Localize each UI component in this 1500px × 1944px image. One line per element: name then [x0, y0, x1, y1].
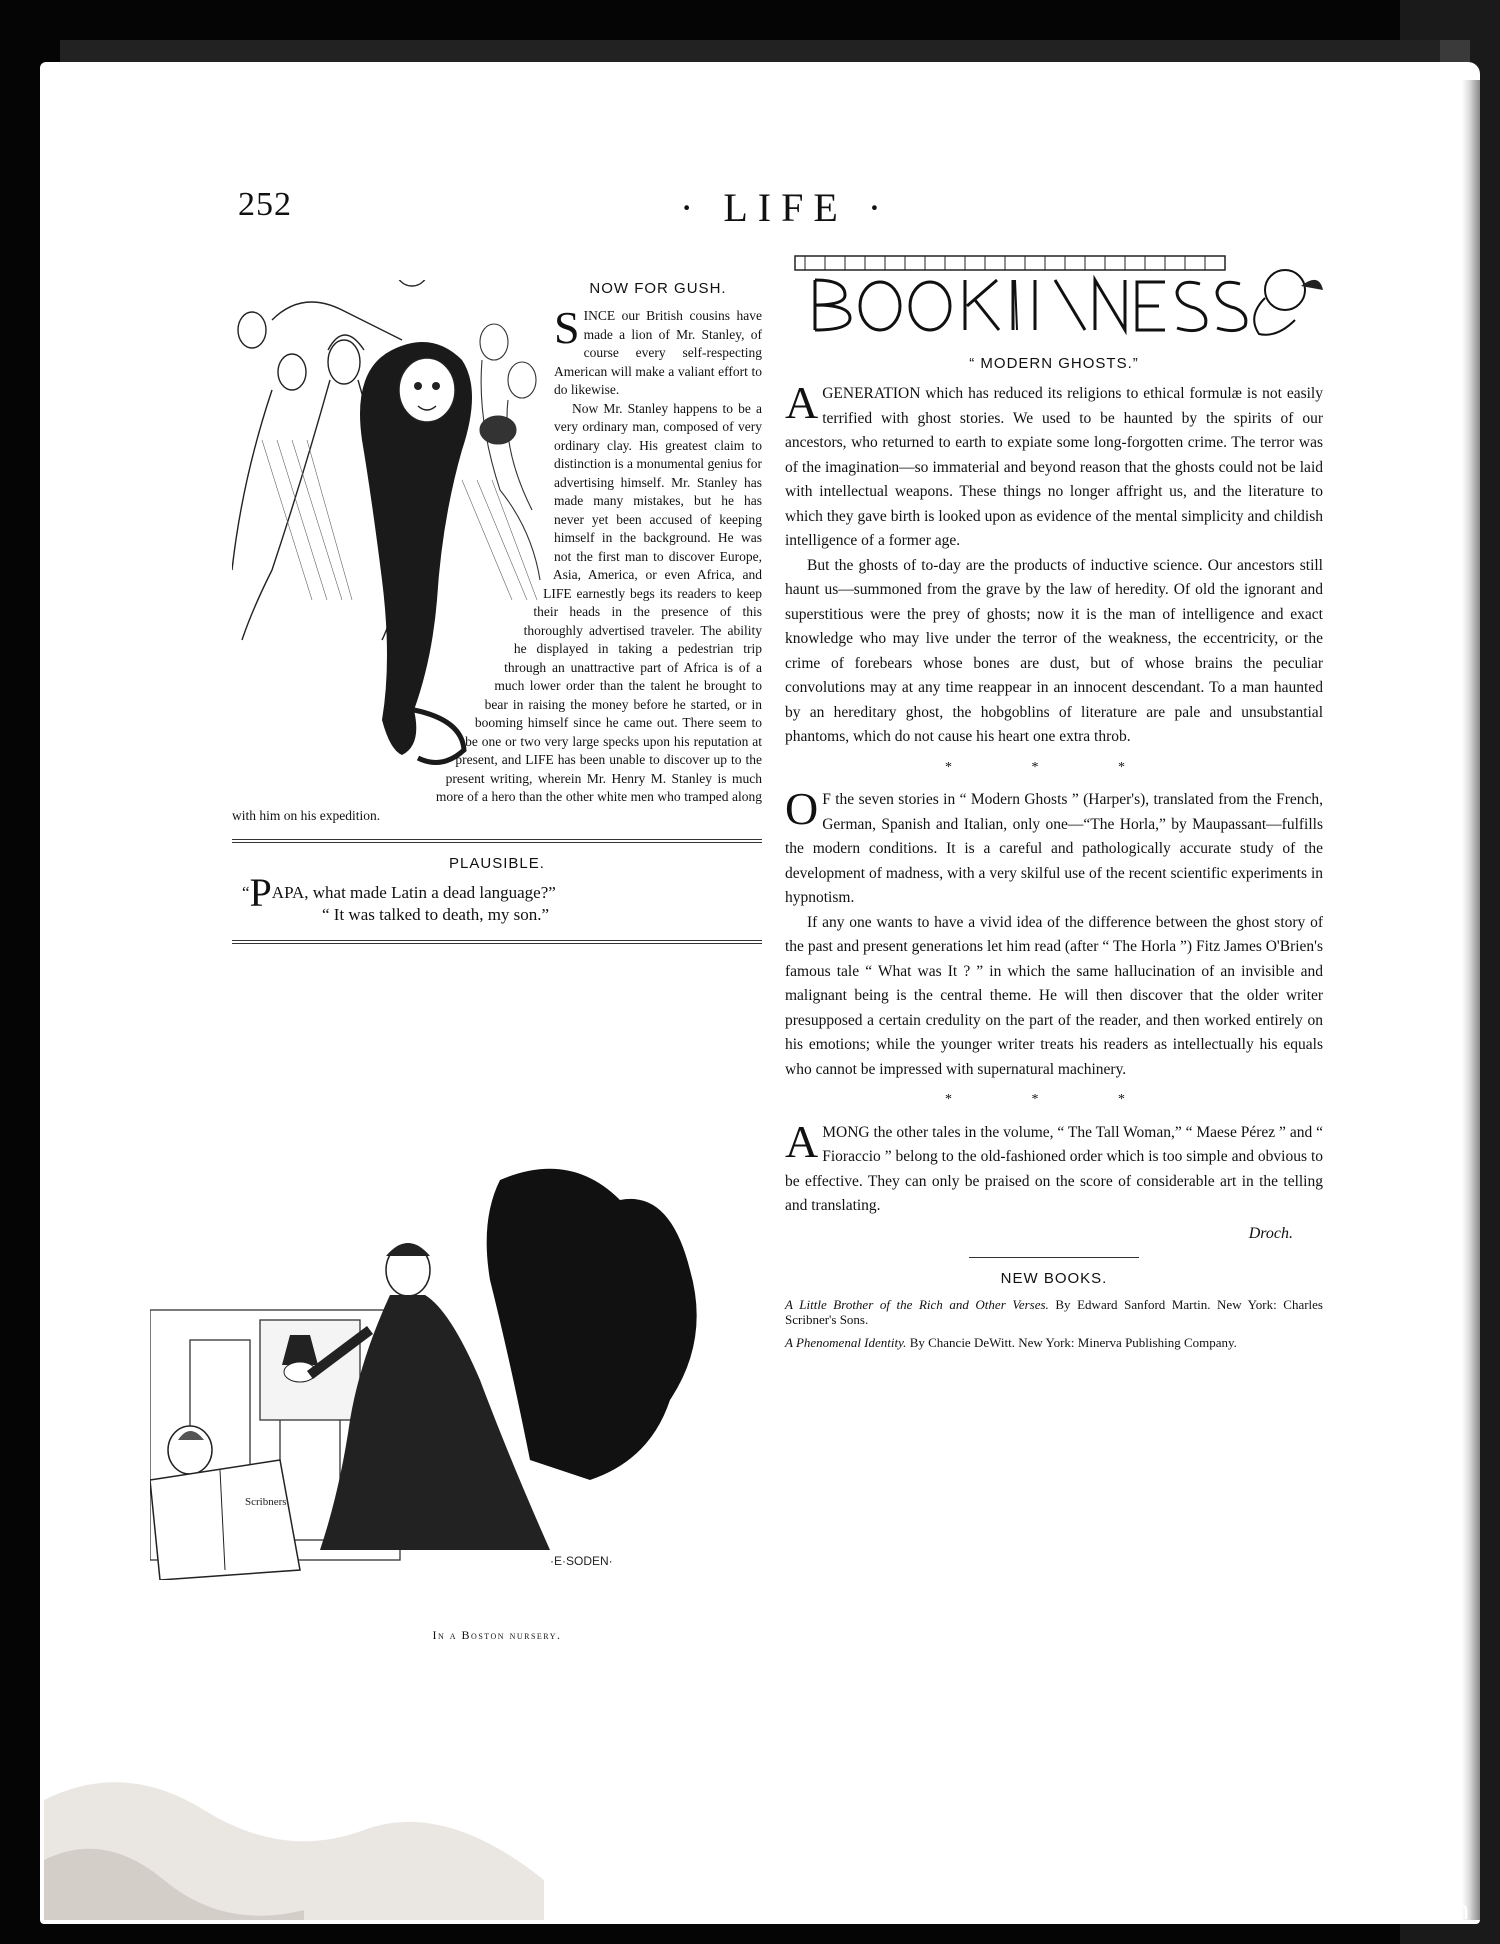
page-stain	[44, 1740, 1044, 1920]
short-divider	[969, 1257, 1139, 1258]
dropcap-a: A	[785, 377, 819, 428]
review-para-3-text: F the seven stories in “ Modern Ghosts ” (Harper's), translated from the French, German, Spanish and Italian, only one—“The Horla,” by Maupassant—fulfills the modern conditions. It is a careful and pathologically accurate study of the development of madness, with a very skilful use of the recent scientific experiments in hypnotism.	[785, 791, 1323, 906]
new-book-details: By Edward Sanford Martin. New York: Charles Scribner's Sons.	[785, 1296, 1323, 1327]
plausible-dropcap: P	[249, 870, 272, 915]
masthead-title: · LIFE ·	[680, 185, 892, 230]
review-para-4: If any one wants to have a vivid idea of the difference between the ghost story of the past and present generations let him read (after “ The Horla ”) Fitz James O'Brien's famous tale “ What was It ? ” in which the same hallucination of an invisible and malignant being is the central theme. He will then discover that the older writer presupposed a certain credulity on the part of the reader, and then worked entirely on his emotions; while the younger writer treats his readers as intellectually his equals who cannot be impressed with supernatural machinery.	[785, 913, 1323, 1078]
plausible-open-quote: “	[242, 883, 250, 902]
plausible-article	[232, 855, 762, 926]
new-book-details: By Chancie DeWitt. New York: Minerva Publishing Company.	[909, 1334, 1237, 1350]
new-books-heading: NEW BOOKS.	[1000, 1269, 1108, 1287]
dropcap-o: O	[785, 783, 819, 834]
now-for-gush-para-2: Now Mr. Stanley happens to be a very ordinary man, composed of very ordinary clay. His greatest claim to distinction is a monumental genius for advertising himself. Mr. Stanley has made many mistakes, but he has never yet been accused of keeping himself in the background. He was not the first man to discover Europe, Asia, America, or even Africa, and LIFE earnestly begs its readers to keep their heads in the presence of this thoroughly advertised traveler. The ability he displayed in taking a pedestrian trip through an unattractive part of Africa is of a much lower order than the talent he brought to bear in raising the money before he started, or in booming himself since he came out. There seem to be one or two very large specks upon his reputation at present, and LIFE has been unable to discover up to the present writing, wherein Mr. Henry M. Stanley is much more of a hero than the other white men who tramped along with him on his expedition.	[232, 400, 762, 823]
plausible-question-text: APA, what made Latin a dead language?”	[271, 883, 556, 902]
section-divider	[232, 839, 762, 843]
now-for-gush-heading: NOW FOR GUSH.	[589, 280, 727, 297]
bookishness-header-ornament	[785, 250, 1325, 340]
page-edge	[1462, 80, 1480, 1920]
modern-ghosts-review	[785, 377, 1323, 1219]
now-for-gush-article	[232, 280, 762, 825]
page-number: 252	[238, 186, 292, 223]
review-para-5-text: MONG the other tales in the volume, “ The Tall Woman,” “ Maese Pérez ” and “ Fioraccio ” belong to the old-fashioned order which is too simple and obvious to be effective. They can only be praised on the score of considerable art in the telling and translating.	[785, 1123, 1323, 1214]
asterism-divider: * * *	[945, 759, 1163, 775]
review-para-5	[785, 1115, 1323, 1219]
left-column	[232, 280, 762, 956]
dropcap-a-2: A	[785, 1115, 819, 1167]
now-for-gush-para-1-text: INCE our British cousins have made a lion of Mr. Stanley, of course every self-respecting American will make a valiant effort to do likewise.	[554, 308, 762, 397]
review-para-3	[785, 783, 1323, 911]
new-book-title: A Phenomenal Identity.	[785, 1334, 907, 1350]
nursery-caption: In a Boston nursery.	[432, 1628, 562, 1642]
nursery-artist-signature: ·E·SODEN·	[550, 1554, 613, 1568]
review-para-2: But the ghosts of to-day are the products of inductive science. Our ancestors still haunt us—summoned from the grave by the law of heredity. Of old the ignorant and superstitious were the prey of ghosts; now it is the man of intelligence and exact knowledge who may live under the terror of the weakness, the eccentricity, or the crime of forebears whose bones are dust, but of whose brains the peculiar convolutions may at any time reappear in an innocent descendant. To a man haunted by an hereditary ghost, the hobgoblins of literature are pale and unsubstantial phantoms, which do not cause his heart one extra throb.	[785, 556, 1323, 745]
plausible-heading: PLAUSIBLE.	[449, 855, 545, 872]
plausible-answer: “ It was talked to death, my son.”	[322, 905, 550, 924]
dropcap-s: S	[554, 302, 580, 353]
nursery-book-title: Scribners	[245, 1496, 287, 1508]
new-book-entry	[785, 1335, 1323, 1350]
new-book-title: A Little Brother of the Rich and Other Verses.	[785, 1296, 1049, 1312]
review-para-1-text: GENERATION which has reduced its religions to ethical formulæ is not easily terrified with ghost stories. We used to be haunted by the spirits of our ancestors, who returned to earth to expiate some long-forgotten crime. The terror was of the imagination—so immaterial and beyond reason that the ghosts could not be laid with intellectual weapons. These things no longer affright us, and the literature to which they gave birth is looked upon as evidence of the mental simplicity and childish intelligence of a former age.	[785, 385, 1323, 549]
asterism-divider: * * *	[945, 1092, 1163, 1107]
boston-nursery-illustration	[150, 1160, 710, 1580]
review-para-1	[785, 377, 1323, 554]
site-watermark: comicbooks.com	[1245, 1896, 1470, 1926]
review-signature: Droch.	[1248, 1224, 1293, 1242]
right-column	[785, 250, 1323, 1358]
new-book-entry	[785, 1297, 1323, 1327]
section-divider	[232, 940, 762, 944]
modern-ghosts-title: “ MODERN GHOSTS.”	[969, 355, 1139, 372]
